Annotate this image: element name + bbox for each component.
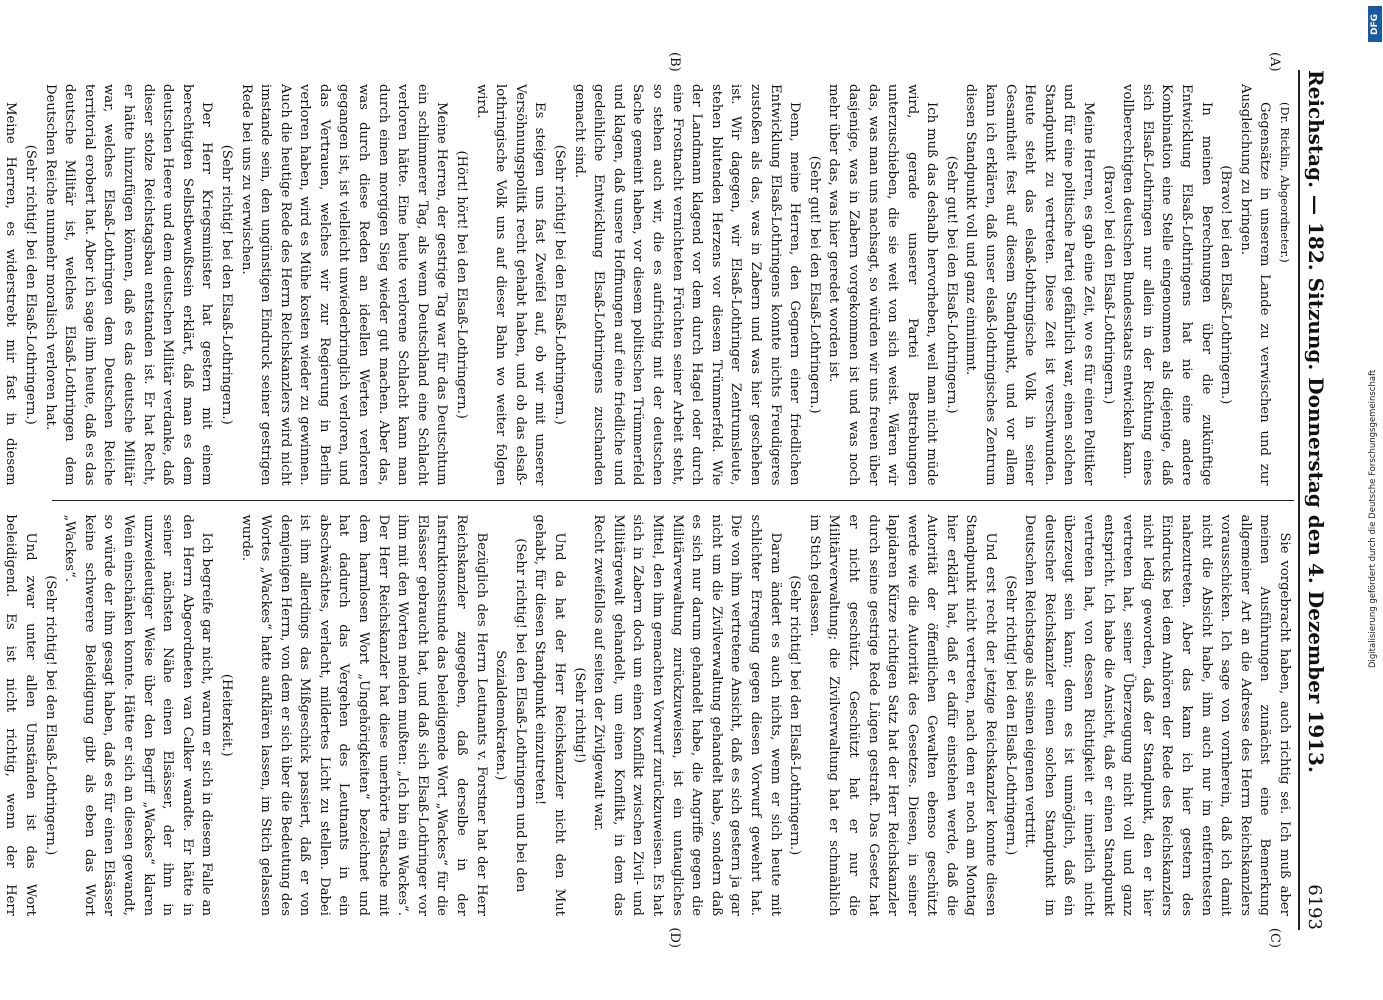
paragraph: Und da hat der Herr Reichskanzler nicht den Mut gehabt, für diesen Standpunkt einzutreten! — [531, 514, 567, 916]
paragraph: Und erst recht der jetzige Reichskanzler konnte diesen Standpunkt nicht vertreten, nach dem er noch am Montag hier erklärt hat, daß er dafür einstehen werde, daß die Autorität der öffentlichen Gewalten ebenso geschützt werde wie die Autorität des Gesetzes. Diesen, in seiner lapidaren Kürze richtigen Satz hat der Herr Reichskanzler durch seine gestrige Rede Lügen gestraft. Das Gesetz hat er nicht geschützt. Geschützt hat er nur die Militärverwaltung; die Zivilverwaltung hat er schmählich im Stich gelassen. — [806, 514, 998, 916]
interjection: (Bravo! bei den Elsaß-Lothringern.) — [1217, 165, 1233, 405]
margin-mark-c: (C) — [1266, 927, 1282, 948]
interjection: (Sehr richtig!) — [571, 667, 587, 764]
interjection: (Sehr richtig! bei den Elsaß-Lothringern.) — [42, 575, 58, 856]
page-header — [1298, 70, 1342, 930]
interjection: (Sehr gut! bei den Elsaß-Lothringern.) — [943, 155, 959, 414]
paragraph: Und zwar unter allen Umständen ist das Wort beleidigend. Es ist nicht richtig, wenn der Herr — [2, 514, 38, 916]
header-title: Reichstag. — 182. Sitzung. Donnerstag den 4. Dezember 1913. — [1303, 70, 1328, 773]
paragraph: Bezüglich des Herrn Leutnants v. Forstner hat der Herr Reichskanzler zugegeben, daß derselbe in der Instruktionsstunde das beleidigende Wort „Wackes“ für die Elsässer gebraucht hat, und daß sich Elsaß-Lothringer vor ihm mit den Worten melden mußten: „Ich bin ein Wackes“. Der Herr Reichskanzler hat diese unerhörte Tatsache mit dem harmlosen Wort „Ungehörigkeiten“ bezeichnet und hat dadurch das Vergehen des Leutnants in ein abschwächtes, verlacht, mildertes Licht zu stellen. Dabei ist ihm allerdings das Mißgeschick passiert, daß er von demjenigen Herrn, von dem er sich über die Bedeutung des Wortes „Wackes“ hatte aufklären lassen, im Stich gelassen wurde. — [238, 514, 489, 917]
right-column — [2, 501, 1294, 931]
paragraph: In meinen Berechnungen über die zukünftige Entwicklung Elsaß-Lothringens hat nie eine andere Kombination eine Stelle eingenommen als diejenige, daß sich Elsaß-Lothringen nur allein in der Richtung eines vollberechtigten deutschen Bundesstaats entwickeln kann. — [1119, 84, 1214, 486]
interjection: (Dr. Ricklin, Abgeordneter.) — [1277, 102, 1292, 263]
paragraph: Es steigen uns fast Zweifel auf, ob wir mit unserer Versöhnungspolitik recht gehabt haben, und ob das elsaß-lothringische Volk uns auf dieser Bahn wo weiter folgen wird. — [473, 84, 547, 486]
page-number: 6193 — [1303, 884, 1325, 930]
paragraph: Ich begreife gar nicht, warum er sich in diesem Falle an den Herrn Abgeordneten van Calker wandte. Er hätte in seiner nächsten Nähe einen Elsässer, der ihm in unzweideutiger Weise über den Begriff „Wackes“ klaren Wein einschänken konnte. Hätte er sich an diesen gewandt, so würde der ihm gesagt haben, daß es für einen Elsässer keine schwerere Beleidigung gibt als eben das Wort „Wackes“. — [61, 514, 214, 916]
paragraph: Denn, meine Herren, den Gegnern einer friedlichen Entwicklung Elsaß-Lothringens konnte nichts Freudigeres zustoßen als das, was in Zabern und was hier geschehen ist. Wir dagegen, wir Elsaß-Lothringer Zentrumsleute, stehen blutenden Herzens vor diesem Trümmerfeld. Wie der Landmann klagend vor dem durch Hagel oder durch eine Frostnacht vernichteten Früchten seiner Arbeit steht, so stehen auch wir, die es aufrichtig mit der deutschen Sache gemeint haben, vor diesem politischen Trümmerfeld und klagen, daß unsere Hoffnungen auf eine friedliche und gedeihliche Entwicklung Elsaß-Lothringens zuschanden gemacht sind. — [571, 84, 802, 486]
margin-mark-d: (D) — [666, 927, 682, 948]
paragraph: Meine Herren, es widerstrebt mir fast in diesem — [2, 102, 18, 486]
interjection: (Sehr gut! bei den Elsaß-Lothringern.) — [806, 155, 822, 414]
dfg-credit-text: Digitalisierung gefördert durch die Deutsche Forschungsgemeinschaft — [1368, 369, 1378, 668]
interjection: (Sehr richtig! bei den Elsaß-Lothringern.) — [218, 144, 234, 425]
dfg-logo: DFG — [1368, 6, 1382, 42]
paragraph: Gegensätze in unserem Lande zu verwischen und zur Ausgleichung zu bringen. — [1237, 84, 1272, 486]
interjection: (Sehr richtig! bei den Elsaß-Lothringern und bei den Sozialdemokraten.) — [492, 538, 528, 893]
paragraph: Meine Herren, es gab eine Zeit, wo es für einen Politiker und für eine politische Partei gefährlich war, einen solchen Standpunkt zu vertreten. Diese Zeit ist verschwunden. Heute steht das elsaß-lothringische Volk in seiner Gesamtheit fest auf diesem Standpunkt, und vor allem kann ich erklären, daß unser elsaß-lothringisches Zentrum diesen Standpunkt voll und ganz einnimmt. — [963, 84, 1096, 486]
interjection: (Heiterkeit.) — [218, 673, 234, 757]
margin-mark-a: (A) — [1266, 52, 1282, 72]
interjection: (Sehr richtig! bei den Elsaß-Lothringern.) — [551, 144, 567, 425]
interjection: (Hört! hört! bei den Elsaß-Lothringern.) — [453, 150, 469, 419]
margin-mark-b: (B) — [666, 52, 682, 72]
paragraph: Sie vorgebracht haben, auch richtig sei. Ich muß aber meinen Ausführungen zunächst eine Bemerkung allgemeiner Art an die Adresse des Herrn Reichskanzlers vorausschicken. Ich sage von vornherein, daß ich damit nicht die Absicht habe, ihm auch nur im entferntesten nahezutreten. Aber das kann ich hier gestern des Eindrucks bei dem Anhören der Rede des Reichskanzlers nicht ledig geworden, daß der Standpunkt, den er hier vertreten hat, seiner Überzeugung nicht voll und ganz entspricht. Ich habe die Ansicht, daß er einen Standpunkt vertreten hat, von dessen Richtigkeit er innerlich nicht überzeugt sein kann; denn es ist unmöglich, daß ein deutscher Reichskanzler einen solchen Standpunkt im Deutschen Reichstage als seinen eigenen vertritt. — [1021, 514, 1292, 916]
interjection: (Bravo! bei den Elsaß-Lothringern.) — [1100, 165, 1116, 405]
dfg-sidebar — [1367, 0, 1383, 1000]
paragraph: Ich muß das deshalb hervorheben, weil man nicht müde wird, gerade unserer Partei Bestrebungen unterzuschieben, die sie weit von sich weist. Wären wir das, was man uns nachsagt, so würden wir uns freuen über dasjenige, was in Zabern vorgekommen ist und was noch mehr über das, was hier geredet worden ist. — [825, 84, 939, 486]
left-column — [2, 70, 1294, 501]
interjection: (Sehr richtig! bei den Elsaß-Lothringern.) — [22, 144, 38, 425]
paragraph: Meine Herren, der gestrige Tag war für das Deutschtum ein schlimmerer Tag, als wenn Deutschland eine Schlacht verloren hätte. Eine heute verlorene Schlacht kann man durch einen morgigen Sieg wieder gut machen. Aber das, was durch diese Reden an ideellen Werten verloren gegangen ist, ist vielleicht unwiederbringlich verloren, und das Vertrauen, welches wir zur Regierung in Berlin verloren haben, wird es Mühe kosten wieder zu gewinnen. Auch die heutige Rede des Herrn Reichskanzlers wird nicht imstande sein, den ungünstigen Eindruck seiner gestrigen Rede bei uns zu verwischen. — [238, 84, 449, 486]
paragraph: Der Herr Kriegsminister hat gestern mit einem berechtigten Selbstbewußtsein erklärt, daß man es dem deutschen Heere und dem deutschen Militär verdanke, daß dieser stolze Reichstagsbau entstanden ist. Er hat Recht, er hätte hinzufügen können, daß es das deutsche Militär war, welches Elsaß-Lothringen dem Deutschen Reiche territorial erobert hat. Aber ich sage ihm heute, daß es das deutsche Militär ist, welches Elsaß-Lothringen dem Deutschen Reiche nunmehr moralisch verloren hat. — [42, 84, 214, 486]
text-columns — [2, 70, 1294, 930]
interjection: (Sehr richtig! bei den Elsaß-Lothringern.) — [1002, 575, 1018, 856]
paragraph: Daran ändert es auch nichts, wenn er sich heute mit schlichter Erregung gegen diesen Vorwurf gewehrt hat. Die von ihm vertretene Ansicht, daß es sich gestern ja gar nicht um die Zivilverwaltung gehandelt habe, sondern daß es sich nur darum gehandelt habe, die Angriffe gegen die Militärverwaltung zurückzuweisen, ist ein untaugliches Mittel, den ihm gemachten Vorwurf zurückzuweisen. Es hat sich in Zabern doch um einen Konflikt zwischen Zivil- und Militärgewalt gehandelt, um einen Konflikt, in dem das Recht zweifellos auf seiten der Zivilgewalt war. — [590, 514, 783, 916]
interjection: (Sehr richtig! bei den Elsaß-Lothringern.) — [786, 575, 802, 856]
rotated-page-content — [2, 50, 1342, 950]
